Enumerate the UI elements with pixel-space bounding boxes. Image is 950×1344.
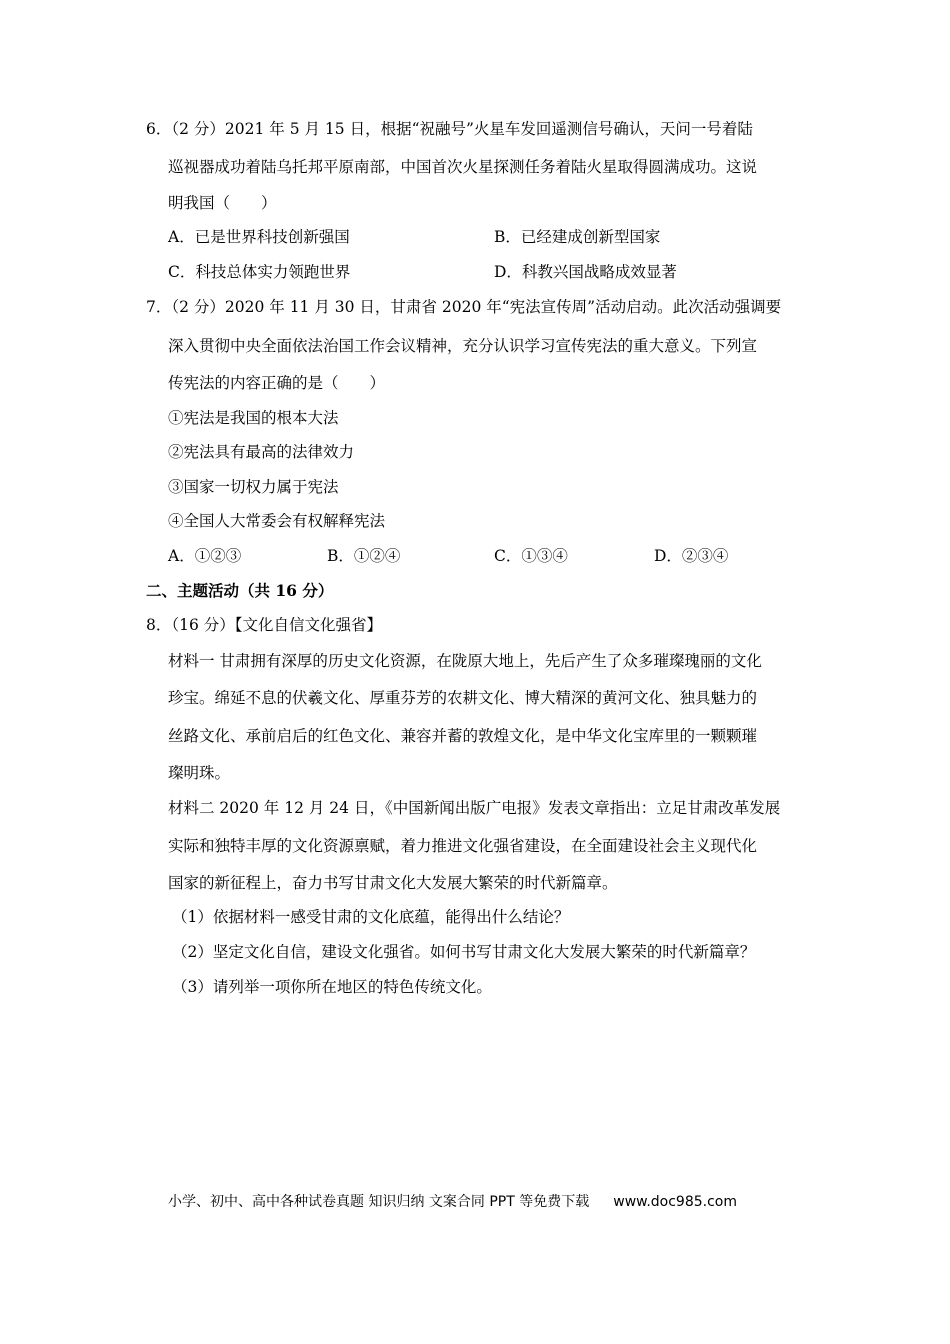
q6-option-d: D．科教兴国战略成效显著 — [494, 263, 677, 281]
material-1-line: 丝路文化、承前启后的红色文化、兼容并蓄的敦煌文化，是中华文化宝库里的一颗颗璀 — [168, 727, 758, 745]
footer-site-link[interactable]: www.doc985.com — [613, 1194, 737, 1210]
q7-item-4: ④全国人大常委会有权解释宪法 — [168, 512, 386, 530]
q7-item-2: ②宪法具有最高的法律效力 — [168, 443, 355, 461]
q6-option-c: C．科技总体实力领跑世界 — [168, 263, 351, 281]
q6-line-1: 6．（2 分）2021 年 5 月 15 日，根据“祝融号”火星车发回遥测信号确认，天问一号着陆 — [146, 120, 753, 138]
q7-option-a: A．①②③ — [168, 547, 242, 565]
material-2-line: 实际和独特丰厚的文化资源禀赋，着力推进文化强省建设，在全面建设社会主义现代化 — [168, 837, 758, 855]
q6-line-3: 明我国（ ） — [168, 194, 277, 212]
q6-option-a: A．已是世界科技创新强国 — [168, 228, 350, 246]
q6-option-b: B．已经建成创新型国家 — [494, 228, 661, 246]
q7-line-2: 深入贯彻中央全面依法治国工作会议精神，充分认识学习宣传宪法的重大意义。下列宣 — [168, 337, 758, 355]
material-2-line: 国家的新征程上，奋力书写甘肃文化大发展大繁荣的时代新篇章。 — [168, 874, 618, 892]
material-1-line: 璨明珠。 — [168, 764, 231, 782]
q7-option-b: B．①②④ — [327, 547, 401, 565]
material-2-line: 材料二 2020 年 12 月 24 日，《中国新闻出版广电报》发表文章指出：立足甘肃改革发展 — [168, 799, 781, 817]
q7-item-3: ③国家一切权力属于宪法 — [168, 478, 339, 496]
q7-option-c: C．①③④ — [494, 547, 568, 565]
q7-line-1: 7．（2 分）2020 年 11 月 30 日，甘肃省 2020 年“宪法宣传周”活动启动。此次活动强调要 — [146, 298, 782, 316]
q8-title: 8．（16 分）【文化自信文化强省】 — [146, 616, 383, 634]
subquestion-2: （2）坚定文化自信，建设文化强省。如何书写甘肃文化大发展大繁荣的时代新篇章？ — [172, 943, 756, 961]
section-heading: 二、主题活动（共 16 分） — [146, 581, 334, 600]
footer-text: 小学、初中、高中各种试卷真题 知识归纳 文案合同 PPT 等免费下载 — [168, 1194, 590, 1210]
subquestion-1: （1）依据材料一感受甘肃的文化底蕴，能得出什么结论？ — [172, 908, 570, 926]
q7-option-d: D．②③④ — [654, 547, 729, 565]
footer — [168, 1192, 737, 1212]
q6-line-2: 巡视器成功着陆乌托邦平原南部，中国首次火星探测任务着陆火星取得圆满成功。这说 — [168, 158, 758, 176]
q7-line-3: 传宪法的内容正确的是（ ） — [168, 374, 386, 392]
material-1-line: 材料一 甘肃拥有深厚的历史文化资源，在陇原大地上，先后产生了众多璀璨瑰丽的文化 — [168, 652, 762, 670]
material-1-line: 珍宝。绵延不息的伏羲文化、厚重芬芳的农耕文化、博大精深的黄河文化、独具魅力的 — [168, 689, 758, 707]
subquestion-3: （3）请列举一项你所在地区的特色传统文化。 — [172, 978, 492, 996]
q7-item-1: ①宪法是我国的根本大法 — [168, 409, 339, 427]
